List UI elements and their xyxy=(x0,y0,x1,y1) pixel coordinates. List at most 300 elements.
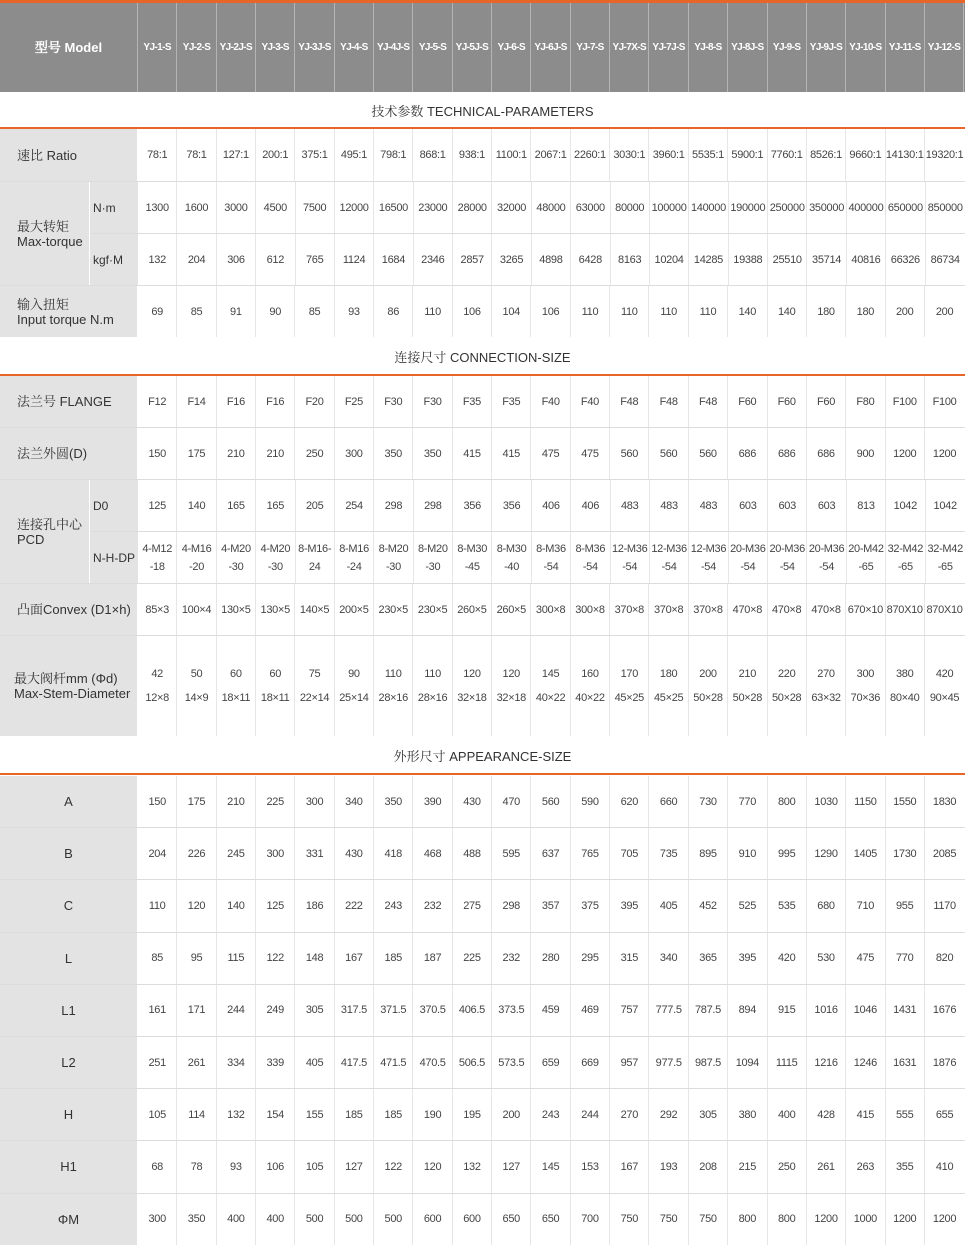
table-cell: 957 xyxy=(610,1037,649,1088)
table-cell xyxy=(217,532,256,583)
cell-line-bottom: 50×28 xyxy=(693,692,723,704)
table-cell: 894 xyxy=(728,985,767,1036)
table-cell: 868:1 xyxy=(413,129,452,181)
table-cell: F48 xyxy=(649,376,688,427)
table-cell: 270 xyxy=(610,1089,649,1140)
table-cell: 459 xyxy=(531,985,570,1036)
table-cell: 938:1 xyxy=(453,129,492,181)
table-cell: 225 xyxy=(256,776,295,827)
table-cell: 506.5 xyxy=(453,1037,492,1088)
cell-line-bottom: 28×16 xyxy=(378,692,408,704)
table-header xyxy=(0,0,965,92)
stem-label-en: Max-Stem-Diameter xyxy=(14,686,131,701)
row-label: L1 xyxy=(0,985,138,1036)
model-header-cell: YJ-10-S xyxy=(846,3,885,92)
table-cell: 395 xyxy=(610,880,649,931)
table-cell xyxy=(728,636,767,736)
table-cell: 900 xyxy=(846,428,885,479)
table-cell: 530 xyxy=(807,933,846,984)
cell-line-top: 32-M42 xyxy=(927,542,963,555)
table-cell xyxy=(571,636,610,736)
table-cell: 777.5 xyxy=(649,985,688,1036)
table-cell: 10204 xyxy=(650,234,689,285)
table-cell: 16500 xyxy=(374,182,413,233)
torque-label xyxy=(0,182,90,285)
table-cell xyxy=(846,636,885,736)
table-cell: 331 xyxy=(295,828,334,879)
stem-values xyxy=(138,636,964,736)
table-cell: 140 xyxy=(217,880,256,931)
table-cell xyxy=(177,532,216,583)
table-cell: 1200 xyxy=(886,428,925,479)
table-cell: 208 xyxy=(689,1141,728,1192)
table-cell: 603 xyxy=(729,480,768,531)
table-cell: 915 xyxy=(768,985,807,1036)
table-cell: 525 xyxy=(728,880,767,931)
table-cell: 230×5 xyxy=(413,584,452,635)
table-cell: 250 xyxy=(295,428,334,479)
table-cell: 232 xyxy=(413,880,452,931)
cell-line-bottom: 28×16 xyxy=(417,692,448,704)
cell-line-top: 8-M36 xyxy=(536,542,566,555)
table-cell: 110 xyxy=(571,286,610,337)
table-cell: 705 xyxy=(610,828,649,879)
table-cell xyxy=(413,636,452,736)
model-header-label: 型号 Model xyxy=(0,3,138,92)
table-cell: 185 xyxy=(374,1089,413,1140)
table-row xyxy=(0,985,965,1036)
model-header-cell: YJ-5J-S xyxy=(453,3,492,92)
table-cell xyxy=(610,636,649,736)
cell-line-bottom: 24 xyxy=(308,560,321,573)
table-cell: 12000 xyxy=(335,182,374,233)
table-cell: 488 xyxy=(453,828,492,879)
table-cell: F100 xyxy=(886,376,925,427)
cell-line-bottom: 45×25 xyxy=(653,692,684,704)
table-cell: 1100:1 xyxy=(492,129,531,181)
flange-d-label: 法兰外圆(D) xyxy=(0,428,138,479)
model-header-cell: YJ-7-S xyxy=(571,3,610,92)
table-cell: 1431 xyxy=(886,985,925,1036)
table-cell: 106 xyxy=(531,286,570,337)
table-cell: 452 xyxy=(689,880,728,931)
table-cell: 1290 xyxy=(807,828,846,879)
table-cell: 415 xyxy=(846,1089,885,1140)
cell-line-top: 145 xyxy=(541,668,560,680)
model-header-cell: YJ-5-S xyxy=(413,3,452,92)
table-cell: 470×8 xyxy=(807,584,846,635)
table-cell: 200 xyxy=(492,1089,531,1140)
table-cell: 78:1 xyxy=(138,129,177,181)
table-cell: 161 xyxy=(138,985,177,1036)
table-cell: 987.5 xyxy=(689,1037,728,1088)
table-cell: 471.5 xyxy=(374,1037,413,1088)
cell-line-bottom: 32×18 xyxy=(457,692,487,704)
table-cell: 7500 xyxy=(296,182,335,233)
row-flange-d xyxy=(0,428,965,479)
table-cell: 78:1 xyxy=(177,129,216,181)
cell-line-top: 60 xyxy=(230,668,242,680)
torque-nm-unit: N·m xyxy=(90,182,138,234)
cell-line-top: 8-M16 xyxy=(339,542,369,555)
table-cell: 86734 xyxy=(930,253,960,266)
table-cell: 127 xyxy=(335,1141,374,1192)
row-stem xyxy=(0,636,965,736)
table-cell xyxy=(886,636,925,736)
cell-line-top: 20-M42 xyxy=(848,542,884,555)
table-cell: 380 xyxy=(728,1089,767,1140)
table-cell: 292 xyxy=(649,1089,688,1140)
table-cell: 250000 xyxy=(768,182,807,233)
cell-line-bottom: 12×8 xyxy=(145,692,169,704)
cell-line-bottom: -30 xyxy=(385,560,401,573)
table-cell: F35 xyxy=(453,376,492,427)
table-cell: 105 xyxy=(138,1089,177,1140)
cell-line-top: 160 xyxy=(581,668,599,680)
table-cell: 400 xyxy=(768,1089,807,1140)
pcd-d0-label: D0 xyxy=(90,480,138,532)
table-cell: 14130:1 xyxy=(886,129,925,181)
section-connection-title: 连接尺寸 CONNECTION-SIZE xyxy=(394,350,571,365)
table-cell: 100×4 xyxy=(177,584,216,635)
model-header-cell: YJ-2J-S xyxy=(217,3,256,92)
table-cell: 500 xyxy=(374,1194,413,1245)
table-cell: 560 xyxy=(689,428,728,479)
row-ratio xyxy=(0,129,965,181)
table-cell: 100000 xyxy=(650,182,689,233)
table-cell: 660 xyxy=(649,776,688,827)
cell-line-bottom: -54 xyxy=(740,560,756,573)
table-cell xyxy=(689,636,728,736)
table-cell: 535 xyxy=(768,880,807,931)
table-cell: 150 xyxy=(138,428,177,479)
table-cell: F60 xyxy=(728,376,767,427)
cell-line-top: 220 xyxy=(777,668,796,680)
table-row xyxy=(0,828,965,879)
table-cell: 86 xyxy=(374,286,413,337)
model-header-cell: YJ-8J-S xyxy=(728,3,767,92)
table-cell: 185 xyxy=(335,1089,374,1140)
cell-line-bottom: -20 xyxy=(189,560,205,573)
cell-line-bottom: -54 xyxy=(661,560,677,573)
pcd-nhdp-values xyxy=(138,532,965,583)
table-cell: F12 xyxy=(138,376,177,427)
table-cell: 154 xyxy=(256,1089,295,1140)
table-cell: 48000 xyxy=(532,182,571,233)
model-header-cell: YJ-2-S xyxy=(177,3,216,92)
table-cell: 1676 xyxy=(932,1004,957,1017)
table-cell xyxy=(650,532,689,583)
table-cell: 428 xyxy=(807,1089,846,1140)
table-cell: 418 xyxy=(374,828,413,879)
cell-line-top: 50 xyxy=(190,668,203,680)
table-cell: 8526:1 xyxy=(807,129,846,181)
table-cell: 573.5 xyxy=(492,1037,531,1088)
table-cell: 130×5 xyxy=(256,584,295,635)
table-cell: 350 xyxy=(413,428,452,479)
table-cell xyxy=(532,532,571,583)
table-cell: 680 xyxy=(807,880,846,931)
table-cell: 430 xyxy=(335,828,374,879)
table-cell: F100 xyxy=(932,395,957,408)
model-header-cell: YJ-4-S xyxy=(335,3,374,92)
table-cell: 150 xyxy=(138,776,177,827)
table-cell: F40 xyxy=(531,376,570,427)
table-cell: 69 xyxy=(138,286,177,337)
row-label: B xyxy=(0,828,138,879)
table-cell: 1300 xyxy=(138,182,177,233)
table-cell: 1216 xyxy=(807,1037,846,1088)
table-cell: 1042 xyxy=(933,499,957,512)
table-cell: 4500 xyxy=(256,182,295,233)
table-cell: 210 xyxy=(217,776,256,827)
table-cell: 400000 xyxy=(847,182,886,233)
table-cell: 110 xyxy=(649,286,688,337)
cell-line-bottom: -65 xyxy=(937,560,953,573)
table-cell: 263 xyxy=(846,1141,885,1192)
table-cell: 670×10 xyxy=(846,584,885,635)
table-cell: 373.5 xyxy=(492,985,531,1036)
table-cell: 185 xyxy=(374,933,413,984)
table-cell: 251 xyxy=(138,1037,177,1088)
table-cell: 9660:1 xyxy=(846,129,885,181)
table-cell: 25510 xyxy=(768,234,807,285)
table-cell: F20 xyxy=(295,376,334,427)
table-cell: 375 xyxy=(571,880,610,931)
table-cell: 130×5 xyxy=(217,584,256,635)
table-cell: 226 xyxy=(177,828,216,879)
row-label: ΦM xyxy=(0,1194,138,1245)
cell-line-bottom: 40×22 xyxy=(575,692,605,704)
table-cell: 78 xyxy=(177,1141,216,1192)
table-cell: 365 xyxy=(689,933,728,984)
table-cell: 475 xyxy=(571,428,610,479)
table-cell: 1115 xyxy=(768,1037,807,1088)
cell-line-top: 8-M36 xyxy=(575,542,606,555)
model-header-cell: YJ-9-S xyxy=(768,3,807,92)
table-cell: 300 xyxy=(256,828,295,879)
table-cell: 371.5 xyxy=(374,985,413,1036)
table-cell xyxy=(729,532,768,583)
table-cell: 800 xyxy=(728,1194,767,1245)
table-cell: 1550 xyxy=(886,776,925,827)
cell-line-bottom: 50×28 xyxy=(771,692,802,704)
row-label: L xyxy=(0,933,138,984)
table-cell: 406 xyxy=(571,480,610,531)
cell-line-top: 8-M30 xyxy=(496,542,527,555)
table-cell: 85×3 xyxy=(138,584,177,635)
table-cell xyxy=(926,532,965,583)
table-cell: 110 xyxy=(138,880,177,931)
table-cell xyxy=(925,636,964,736)
table-cell: 298 xyxy=(492,880,531,931)
table-cell: 68 xyxy=(138,1141,177,1192)
table-cell xyxy=(611,532,650,583)
table-cell: 787.5 xyxy=(689,985,728,1036)
cell-line-top: 12-M36 xyxy=(651,542,687,555)
table-cell: 122 xyxy=(374,1141,413,1192)
table-cell: 390 xyxy=(413,776,452,827)
cell-line-bottom: -54 xyxy=(779,560,795,573)
cell-line-top: 75 xyxy=(308,668,321,680)
table-cell: F48 xyxy=(689,376,728,427)
cell-line-bottom: -65 xyxy=(858,560,874,573)
table-cell: 210 xyxy=(217,428,256,479)
table-cell: F14 xyxy=(177,376,216,427)
table-cell: 2260:1 xyxy=(571,129,610,181)
stem-label xyxy=(0,636,138,736)
table-cell: 356 xyxy=(453,480,492,531)
table-cell: 2067:1 xyxy=(531,129,570,181)
table-cell: 244 xyxy=(217,985,256,1036)
table-cell xyxy=(453,636,492,736)
table-cell: 260×5 xyxy=(492,584,531,635)
table-cell: 468 xyxy=(413,828,452,879)
table-cell: 600 xyxy=(413,1194,452,1245)
table-cell: 1042 xyxy=(886,480,925,531)
table-cell: 800 xyxy=(768,776,807,827)
table-cell: F16 xyxy=(256,376,295,427)
cell-line-top: 120 xyxy=(463,668,481,680)
table-row xyxy=(0,933,965,984)
table-cell: 120 xyxy=(413,1141,452,1192)
table-cell: 798:1 xyxy=(374,129,413,181)
table-cell: 356 xyxy=(492,480,531,531)
table-cell: 63000 xyxy=(571,182,610,233)
table-cell: 120 xyxy=(177,880,216,931)
model-header-cell: YJ-3J-S xyxy=(295,3,334,92)
table-cell: 300×8 xyxy=(571,584,610,635)
table-cell: 357 xyxy=(531,880,570,931)
table-cell: 339 xyxy=(256,1037,295,1088)
table-cell: 757 xyxy=(610,985,649,1036)
table-cell: 650000 xyxy=(886,182,925,233)
table-cell xyxy=(807,532,846,583)
table-cell: 315 xyxy=(610,933,649,984)
torque-kgf-unit: kgf·M xyxy=(93,252,123,267)
table-cell: 205 xyxy=(296,480,335,531)
cell-line-bottom: 63×32 xyxy=(811,692,841,704)
table-cell: 765 xyxy=(296,234,335,285)
model-header-cell: YJ-11-S xyxy=(886,3,925,92)
table-cell: 5535:1 xyxy=(689,129,728,181)
table-cell xyxy=(374,636,413,736)
table-cell: 155 xyxy=(295,1089,334,1140)
cell-line-bottom: -54 xyxy=(622,560,638,573)
cell-line-top: 170 xyxy=(620,668,639,680)
cell-line-top: 120 xyxy=(502,668,520,680)
table-cell: 110 xyxy=(413,286,452,337)
table-cell xyxy=(807,636,846,736)
cell-line-bottom: -30 xyxy=(425,560,441,573)
table-cell xyxy=(492,532,531,583)
torque-nm-values xyxy=(138,182,965,233)
ratio-label: 速比 Ratio xyxy=(0,129,138,181)
table-cell: 470 xyxy=(492,776,531,827)
table-cell: 28000 xyxy=(453,182,492,233)
row-input-torque xyxy=(0,286,965,337)
table-cell: 125 xyxy=(138,480,177,531)
table-cell: 710 xyxy=(846,880,885,931)
table-cell: F60 xyxy=(768,376,807,427)
input-torque-values xyxy=(138,286,964,337)
ratio-values xyxy=(138,129,964,181)
table-cell: 19388 xyxy=(729,234,768,285)
table-cell: 280 xyxy=(531,933,570,984)
table-cell xyxy=(335,636,374,736)
table-cell: 300 xyxy=(335,428,374,479)
table-cell: 415 xyxy=(453,428,492,479)
table-cell: 175 xyxy=(177,428,216,479)
table-cell: F25 xyxy=(335,376,374,427)
table-row xyxy=(0,1194,965,1245)
pcd-nhdp-label: N-H-DP xyxy=(93,550,135,565)
table-cell: 140×5 xyxy=(295,584,334,635)
table-cell xyxy=(689,532,728,583)
table-cell xyxy=(531,636,570,736)
table-cell: 204 xyxy=(177,234,216,285)
table-cell: 334 xyxy=(217,1037,256,1088)
table-cell: 765 xyxy=(571,828,610,879)
table-cell: 305 xyxy=(689,1089,728,1140)
table-cell: 750 xyxy=(689,1194,728,1245)
table-cell: 469 xyxy=(571,985,610,1036)
cell-line-bottom: -30 xyxy=(267,560,283,573)
table-cell: F35 xyxy=(492,376,531,427)
table-cell: 3265 xyxy=(492,234,531,285)
table-cell: 669 xyxy=(571,1037,610,1088)
model-header-cell: YJ-3-S xyxy=(256,3,295,92)
table-cell: 430 xyxy=(453,776,492,827)
cell-line-top: 420 xyxy=(935,668,954,680)
table-cell: 370.5 xyxy=(413,985,452,1036)
table-cell: 180 xyxy=(846,286,885,337)
table-cell: 245 xyxy=(217,828,256,879)
row-convex xyxy=(0,584,965,635)
table-cell: 222 xyxy=(335,880,374,931)
table-cell: 106 xyxy=(453,286,492,337)
table-cell: 750 xyxy=(649,1194,688,1245)
cell-line-bottom: -40 xyxy=(504,560,520,573)
cell-line-top: 210 xyxy=(738,668,757,680)
table-cell: 32000 xyxy=(492,182,531,233)
table-cell: 1246 xyxy=(846,1037,885,1088)
table-cell: 2346 xyxy=(414,234,453,285)
table-cell: 1631 xyxy=(886,1037,925,1088)
table-cell: 148 xyxy=(295,933,334,984)
table-cell: 637 xyxy=(531,828,570,879)
cell-line-bottom: -54 xyxy=(543,560,559,573)
cell-line-bottom: -54 xyxy=(582,560,598,573)
table-cell: 650 xyxy=(492,1194,531,1245)
model-header-cells xyxy=(138,3,964,92)
table-cell: 603 xyxy=(807,480,846,531)
table-cell: 1405 xyxy=(846,828,885,879)
table-cell: 230×5 xyxy=(374,584,413,635)
table-cell: 420 xyxy=(768,933,807,984)
table-cell: 127 xyxy=(492,1141,531,1192)
row-label: A xyxy=(0,776,138,827)
table-cell: 1170 xyxy=(933,899,956,912)
table-cell xyxy=(768,636,807,736)
table-cell xyxy=(649,636,688,736)
table-cell: 406 xyxy=(532,480,571,531)
table-cell: 370×8 xyxy=(689,584,728,635)
cell-line-bottom: -18 xyxy=(149,560,165,573)
table-cell: 85 xyxy=(177,286,216,337)
table-cell: 260×5 xyxy=(453,584,492,635)
section-technical-title: 技术参数 TECHNICAL-PARAMETERS xyxy=(371,104,594,119)
